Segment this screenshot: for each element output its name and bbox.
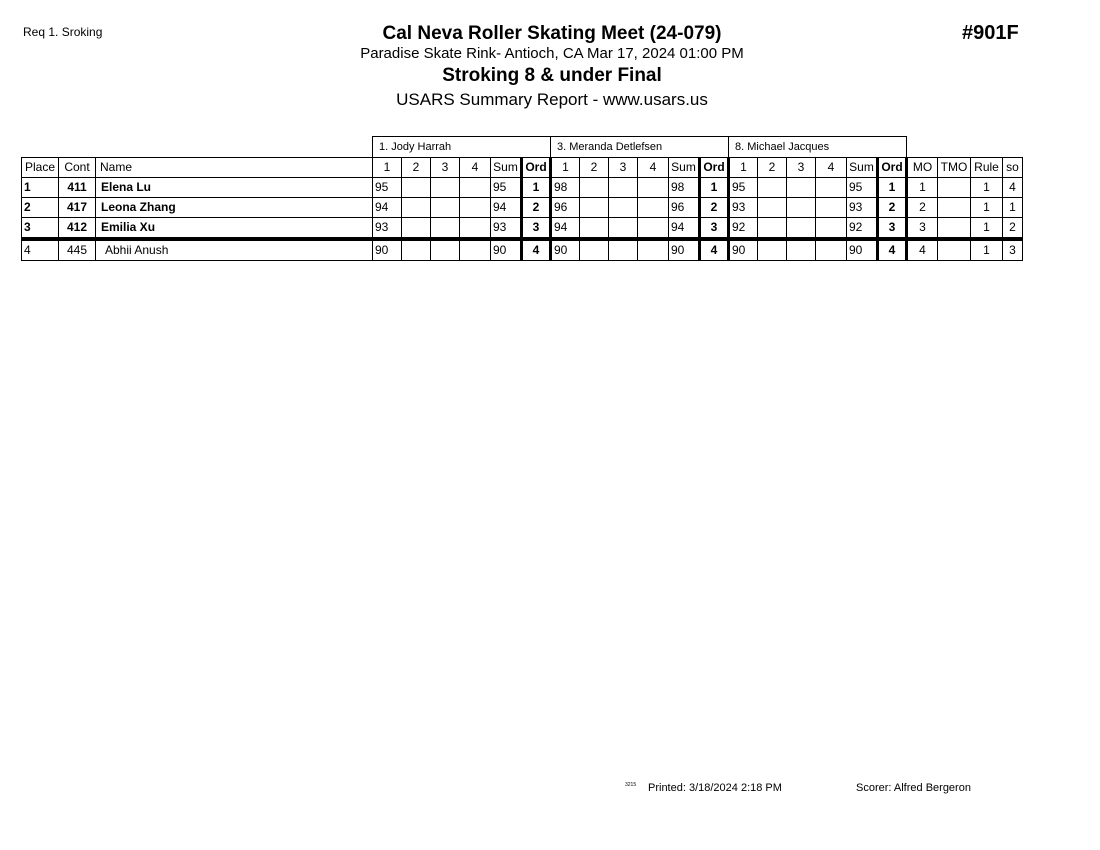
score-1-cell: 95 xyxy=(729,178,758,198)
score-2-cell xyxy=(580,178,609,198)
place-cell: 4 xyxy=(22,239,59,261)
score-1-cell: 93 xyxy=(729,198,758,218)
score-2-cell xyxy=(758,198,787,218)
score-1-cell: 94 xyxy=(373,198,402,218)
col-header-judge-ord: Ord xyxy=(700,158,729,178)
score-4-cell xyxy=(816,218,847,240)
sum-cell: 98 xyxy=(669,178,700,198)
score-4-cell xyxy=(460,198,491,218)
so-cell: 4 xyxy=(1003,178,1023,198)
score-4-cell xyxy=(460,218,491,240)
col-header-judge-3: 3 xyxy=(787,158,816,178)
cont-cell: 412 xyxy=(59,218,96,240)
ordinal-cell: 2 xyxy=(878,198,907,218)
col-header-judge-2: 2 xyxy=(580,158,609,178)
col-header-mo: MO xyxy=(907,158,938,178)
rule-cell: 1 xyxy=(971,198,1003,218)
meet-subtitle: Paradise Skate Rink- Antioch, CA Mar 17, 2024 01:00 PM xyxy=(360,45,744,62)
col-header-judge-sum: Sum xyxy=(669,158,700,178)
ordinal-cell: 1 xyxy=(700,178,729,198)
tmo-cell xyxy=(938,239,971,261)
col-header-judge-1: 1 xyxy=(373,158,402,178)
col-header-judge-2: 2 xyxy=(758,158,787,178)
score-4-cell xyxy=(816,239,847,261)
score-4-cell xyxy=(460,239,491,261)
score-2-cell xyxy=(402,239,431,261)
sum-cell: 93 xyxy=(491,218,522,240)
ordinal-cell: 3 xyxy=(878,218,907,240)
place-cell: 3 xyxy=(22,218,59,240)
rule-cell: 1 xyxy=(971,239,1003,261)
score-2-cell xyxy=(580,218,609,240)
score-1-cell: 92 xyxy=(729,218,758,240)
judge-name: 1. Jody Harrah xyxy=(373,137,551,158)
score-3-cell xyxy=(609,178,638,198)
table-row xyxy=(22,178,1023,198)
score-4-cell xyxy=(638,198,669,218)
tmo-cell xyxy=(938,218,971,240)
table-row xyxy=(22,218,1023,240)
score-1-cell: 96 xyxy=(551,198,580,218)
sum-cell: 90 xyxy=(491,239,522,261)
score-3-cell xyxy=(609,239,638,261)
score-3-cell xyxy=(787,178,816,198)
column-header-row xyxy=(22,158,1023,178)
col-header-judge-3: 3 xyxy=(431,158,460,178)
score-2-cell xyxy=(580,198,609,218)
score-3-cell xyxy=(431,239,460,261)
table-row xyxy=(22,239,1023,261)
ordinal-cell: 1 xyxy=(878,178,907,198)
score-3-cell xyxy=(609,198,638,218)
skater-name-cell: Abhii Anush xyxy=(96,239,373,261)
skater-name-cell: Elena Lu xyxy=(96,178,373,198)
score-2-cell xyxy=(402,218,431,240)
score-4-cell xyxy=(638,178,669,198)
col-header-judge-1: 1 xyxy=(551,158,580,178)
request-label: Req 1. Sroking xyxy=(23,25,103,39)
col-header-judge-4: 4 xyxy=(638,158,669,178)
ordinal-cell: 3 xyxy=(522,218,551,240)
printed-timestamp: Printed: 3/18/2024 2:18 PM xyxy=(648,782,782,794)
col-header-judge-sum: Sum xyxy=(491,158,522,178)
ordinal-cell: 2 xyxy=(522,198,551,218)
score-4-cell xyxy=(638,218,669,240)
mo-cell: 1 xyxy=(907,178,938,198)
report-name: USARS Summary Report - www.usars.us xyxy=(396,90,708,109)
place-cell: 2 xyxy=(22,198,59,218)
rule-cell: 1 xyxy=(971,218,1003,240)
score-1-cell: 90 xyxy=(729,239,758,261)
col-header-judge-4: 4 xyxy=(460,158,491,178)
mo-cell: 4 xyxy=(907,239,938,261)
sum-cell: 95 xyxy=(491,178,522,198)
tmo-cell xyxy=(938,198,971,218)
score-2-cell xyxy=(758,218,787,240)
sum-cell: 90 xyxy=(847,239,878,261)
score-3-cell xyxy=(787,198,816,218)
skater-name-cell: Emilia Xu xyxy=(96,218,373,240)
score-3-cell xyxy=(431,198,460,218)
sum-cell: 96 xyxy=(669,198,700,218)
place-cell: 1 xyxy=(22,178,59,198)
sum-cell: 92 xyxy=(847,218,878,240)
tmo-cell xyxy=(938,178,971,198)
blank-cell xyxy=(907,137,1023,158)
results-table xyxy=(21,136,1023,261)
skater-name-cell: Leona Zhang xyxy=(96,198,373,218)
scorer-name: Scorer: Alfred Bergeron xyxy=(856,782,971,794)
meet-title: Cal Neva Roller Skating Meet (24-079) xyxy=(382,23,722,44)
col-header-tmo: TMO xyxy=(938,158,971,178)
sum-cell: 95 xyxy=(847,178,878,198)
col-header-place: Place xyxy=(22,158,59,178)
sum-cell: 90 xyxy=(669,239,700,261)
judge-header-row xyxy=(22,137,1023,158)
col-header-cont: Cont xyxy=(59,158,96,178)
judge-name: 8. Michael Jacques xyxy=(729,137,907,158)
sum-cell: 94 xyxy=(669,218,700,240)
ordinal-cell: 1 xyxy=(522,178,551,198)
score-3-cell xyxy=(787,218,816,240)
footer-mark: 3215 xyxy=(625,782,637,788)
score-3-cell xyxy=(431,178,460,198)
score-2-cell xyxy=(402,198,431,218)
score-1-cell: 90 xyxy=(373,239,402,261)
col-header-so: so xyxy=(1003,158,1023,178)
cont-cell: 445 xyxy=(59,239,96,261)
col-header-judge-1: 1 xyxy=(729,158,758,178)
score-2-cell xyxy=(402,178,431,198)
col-header-judge-ord: Ord xyxy=(522,158,551,178)
ordinal-cell: 4 xyxy=(522,239,551,261)
col-header-judge-sum: Sum xyxy=(847,158,878,178)
score-4-cell xyxy=(816,178,847,198)
sum-cell: 93 xyxy=(847,198,878,218)
ordinal-cell: 3 xyxy=(700,218,729,240)
col-header-judge-4: 4 xyxy=(816,158,847,178)
event-number: #901F xyxy=(962,22,1019,44)
col-header-judge-3: 3 xyxy=(609,158,638,178)
ordinal-cell: 2 xyxy=(700,198,729,218)
col-header-judge-2: 2 xyxy=(402,158,431,178)
score-4-cell xyxy=(638,239,669,261)
blank-cell xyxy=(22,137,373,158)
score-1-cell: 93 xyxy=(373,218,402,240)
rule-cell: 1 xyxy=(971,178,1003,198)
event-name: Stroking 8 & under Final xyxy=(442,65,662,86)
sum-cell: 94 xyxy=(491,198,522,218)
mo-cell: 3 xyxy=(907,218,938,240)
col-header-rule: Rule xyxy=(971,158,1003,178)
score-2-cell xyxy=(758,239,787,261)
so-cell: 2 xyxy=(1003,218,1023,240)
col-header-judge-ord: Ord xyxy=(878,158,907,178)
score-3-cell xyxy=(609,218,638,240)
cont-cell: 417 xyxy=(59,198,96,218)
score-3-cell xyxy=(431,218,460,240)
score-1-cell: 95 xyxy=(373,178,402,198)
col-header-name: Name xyxy=(96,158,373,178)
table-row xyxy=(22,198,1023,218)
judge-name: 3. Meranda Detlefsen xyxy=(551,137,729,158)
so-cell: 3 xyxy=(1003,239,1023,261)
score-3-cell xyxy=(787,239,816,261)
score-1-cell: 90 xyxy=(551,239,580,261)
score-1-cell: 98 xyxy=(551,178,580,198)
ordinal-cell: 4 xyxy=(700,239,729,261)
score-4-cell xyxy=(816,198,847,218)
score-2-cell xyxy=(580,239,609,261)
so-cell: 1 xyxy=(1003,198,1023,218)
mo-cell: 2 xyxy=(907,198,938,218)
score-2-cell xyxy=(758,178,787,198)
score-4-cell xyxy=(460,178,491,198)
cont-cell: 411 xyxy=(59,178,96,198)
ordinal-cell: 4 xyxy=(878,239,907,261)
score-1-cell: 94 xyxy=(551,218,580,240)
